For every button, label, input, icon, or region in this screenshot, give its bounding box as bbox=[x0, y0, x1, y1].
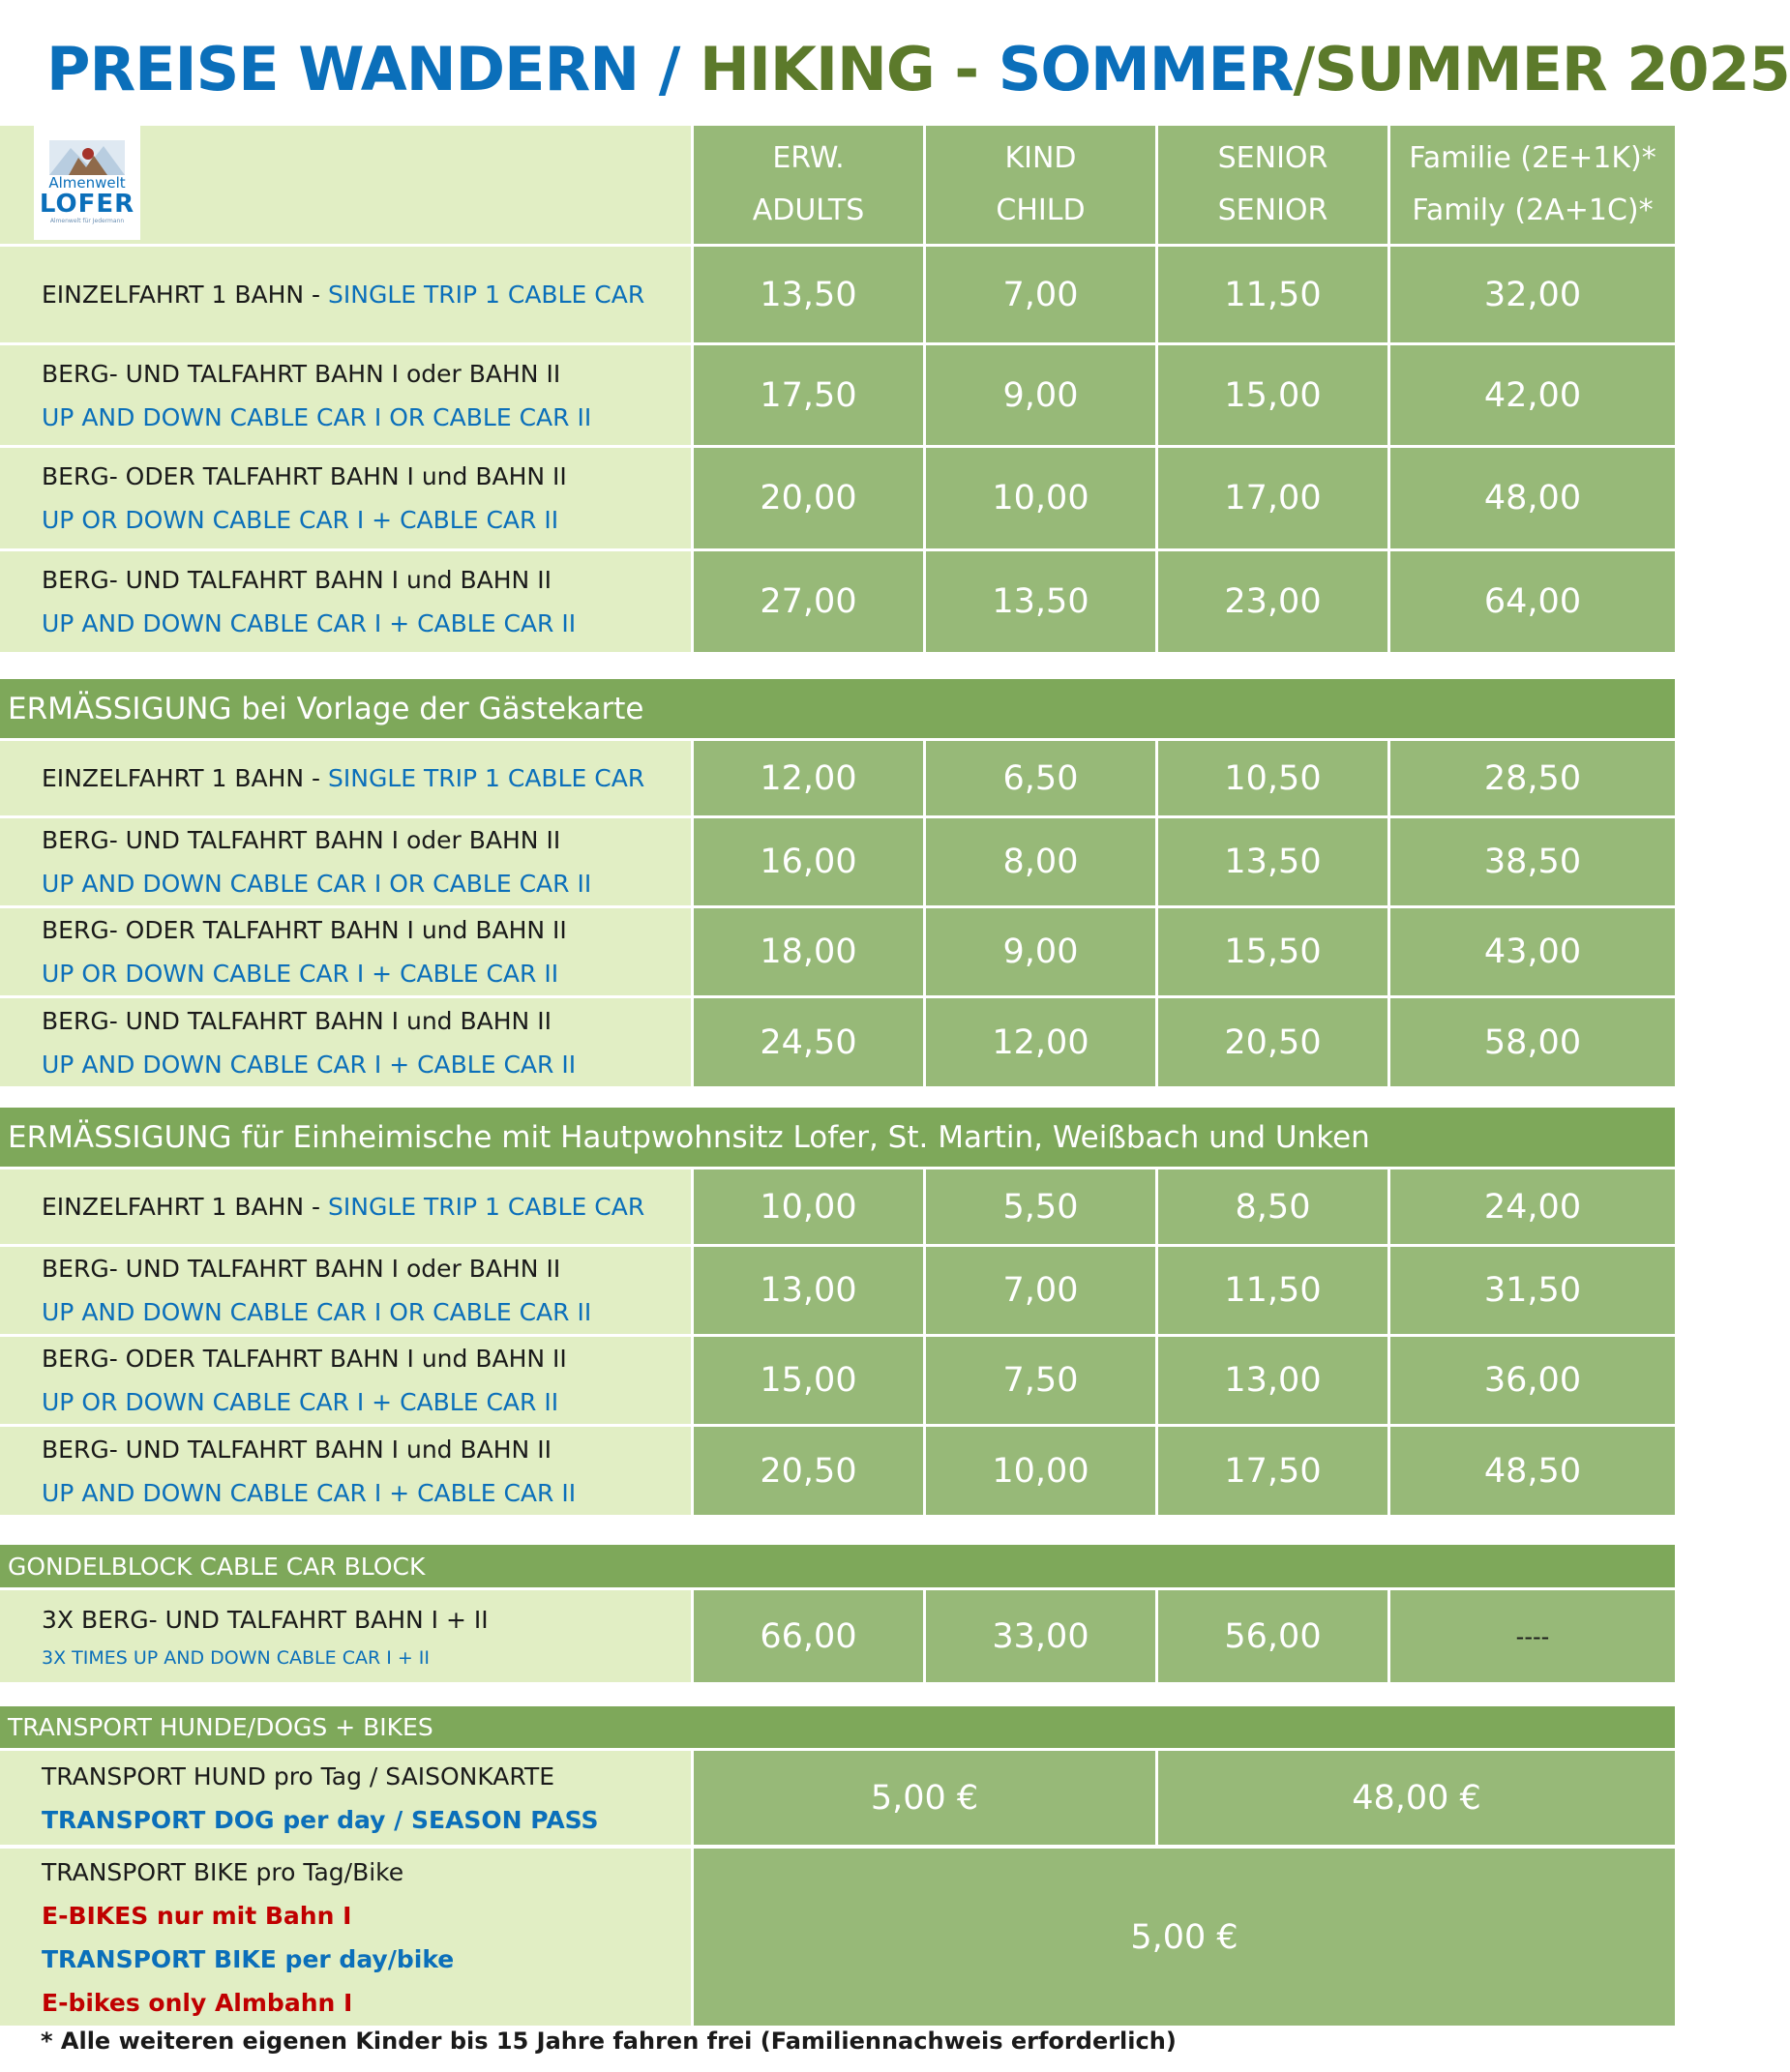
price-family: 38,50 bbox=[1390, 818, 1675, 905]
dog-day-price: 5,00 € bbox=[694, 1751, 1155, 1845]
price-row bbox=[0, 1427, 1675, 1515]
price-child: 6,50 bbox=[926, 741, 1155, 815]
price-row bbox=[0, 1590, 1675, 1682]
price-row bbox=[0, 448, 1675, 548]
header-child: KIND CHILD bbox=[926, 126, 1155, 244]
row-label: BERG- ODER TALFAHRT BAHN I und BAHN II UP OR DOWN CABLE CAR I + CABLE CAR II bbox=[34, 448, 691, 548]
price-family: 43,00 bbox=[1390, 908, 1675, 995]
mountain-logo-icon bbox=[49, 140, 125, 175]
price-family: 42,00 bbox=[1390, 345, 1675, 445]
price-adults: 18,00 bbox=[694, 908, 923, 995]
row-label: BERG- UND TALFAHRT BAHN I und BAHN II UP AND DOWN CABLE CAR I + CABLE CAR II bbox=[34, 998, 691, 1086]
price-child: 8,00 bbox=[926, 818, 1155, 905]
row-label: BERG- UND TALFAHRT BAHN I oder BAHN II UP AND DOWN CABLE CAR I OR CABLE CAR II bbox=[34, 1247, 691, 1334]
row-label: BERG- UND TALFAHRT BAHN I oder BAHN II UP AND DOWN CABLE CAR I OR CABLE CAR II bbox=[34, 345, 691, 445]
price-row bbox=[0, 1337, 1675, 1424]
price-row bbox=[0, 1169, 1675, 1244]
price-adults: 13,00 bbox=[694, 1247, 923, 1334]
price-row bbox=[0, 345, 1675, 445]
bike-price: 5,00 € bbox=[694, 1849, 1675, 2026]
header-family: Familie (2E+1K)* Family (2A+1C)* bbox=[1390, 126, 1675, 244]
row-label: BERG- UND TALFAHRT BAHN I und BAHN II UP AND DOWN CABLE CAR I + CABLE CAR II bbox=[34, 551, 691, 652]
price-family: 48,50 bbox=[1390, 1427, 1675, 1515]
price-row bbox=[0, 247, 1675, 342]
price-senior: 11,50 bbox=[1158, 247, 1387, 342]
dog-transport-row bbox=[0, 1751, 1675, 1845]
row-label: 3X BERG- UND TALFAHRT BAHN I + II 3X TIMES UP AND DOWN CABLE CAR I + II bbox=[34, 1590, 691, 1682]
title-part-2: HIKING - bbox=[699, 34, 999, 104]
price-row bbox=[0, 998, 1675, 1086]
title-part-4: /SUMMER 2025 bbox=[1293, 34, 1790, 104]
price-family: 24,00 bbox=[1390, 1169, 1675, 1244]
price-adults: 16,00 bbox=[694, 818, 923, 905]
row-label: BERG- UND TALFAHRT BAHN I oder BAHN II UP AND DOWN CABLE CAR I OR CABLE CAR II bbox=[34, 818, 691, 905]
row-label: EINZELFAHRT 1 BAHN - SINGLE TRIP 1 CABLE CAR bbox=[34, 247, 691, 342]
price-row bbox=[0, 741, 1675, 815]
logo-tagline: Almenwelt für Jedermann bbox=[49, 218, 125, 224]
price-family: 28,50 bbox=[1390, 741, 1675, 815]
price-family: 32,00 bbox=[1390, 247, 1675, 342]
price-adults: 24,50 bbox=[694, 998, 923, 1086]
page-title bbox=[46, 27, 1790, 112]
price-adults: 12,00 bbox=[694, 741, 923, 815]
price-senior: 8,50 bbox=[1158, 1169, 1387, 1244]
price-row bbox=[0, 908, 1675, 995]
locals-section-title: ERMÄSSIGUNG für Einheimische mit Hautpwohnsitz Lofer, St. Martin, Weißbach und Unken bbox=[0, 1108, 1675, 1167]
price-senior: 23,00 bbox=[1158, 551, 1387, 652]
price-senior: 17,00 bbox=[1158, 448, 1387, 548]
row-label: EINZELFAHRT 1 BAHN - SINGLE TRIP 1 CABLE CAR bbox=[34, 741, 691, 815]
price-senior: 56,00 bbox=[1158, 1590, 1387, 1682]
price-adults: 10,00 bbox=[694, 1169, 923, 1244]
price-child: 33,00 bbox=[926, 1590, 1155, 1682]
row-label: BERG- ODER TALFAHRT BAHN I und BAHN II UP OR DOWN CABLE CAR I + CABLE CAR II bbox=[34, 1337, 691, 1424]
logo-text-lofer: LOFER bbox=[39, 190, 135, 219]
price-senior: 13,00 bbox=[1158, 1337, 1387, 1424]
price-senior: 20,50 bbox=[1158, 998, 1387, 1086]
header-senior: SENIOR SENIOR bbox=[1158, 126, 1387, 244]
price-child: 10,00 bbox=[926, 448, 1155, 548]
price-child: 7,00 bbox=[926, 1247, 1155, 1334]
price-adults: 66,00 bbox=[694, 1590, 923, 1682]
price-child: 7,00 bbox=[926, 247, 1155, 342]
guest-card-section-title: ERMÄSSIGUNG bei Vorlage der Gästekarte bbox=[0, 679, 1675, 738]
price-child: 12,00 bbox=[926, 998, 1155, 1086]
row-label: EINZELFAHRT 1 BAHN - SINGLE TRIP 1 CABLE CAR bbox=[34, 1169, 691, 1244]
row-label: BERG- ODER TALFAHRT BAHN I und BAHN II UP OR DOWN CABLE CAR I + CABLE CAR II bbox=[34, 908, 691, 995]
price-adults: 17,50 bbox=[694, 345, 923, 445]
row-label: TRANSPORT HUND pro Tag / SAISONKARTE TRANSPORT DOG per day / SEASON PASS bbox=[34, 1751, 691, 1845]
price-senior: 13,50 bbox=[1158, 818, 1387, 905]
cable-car-block-section-title: GONDELBLOCK CABLE CAR BLOCK bbox=[0, 1545, 1675, 1587]
price-child: 13,50 bbox=[926, 551, 1155, 652]
price-senior: 17,50 bbox=[1158, 1427, 1387, 1515]
header-strip bbox=[0, 126, 34, 244]
header-adults: ERW. ADULTS bbox=[694, 126, 923, 244]
price-child: 10,00 bbox=[926, 1427, 1155, 1515]
price-adults: 27,00 bbox=[694, 551, 923, 652]
price-senior: 10,50 bbox=[1158, 741, 1387, 815]
header-row bbox=[0, 126, 1675, 244]
price-adults: 20,50 bbox=[694, 1427, 923, 1515]
price-family: 64,00 bbox=[1390, 551, 1675, 652]
price-family: 48,00 bbox=[1390, 448, 1675, 548]
bike-transport-row bbox=[0, 1849, 1675, 2026]
price-child: 9,00 bbox=[926, 908, 1155, 995]
transport-section-title: TRANSPORT HUNDE/DOGS + BIKES bbox=[0, 1706, 1675, 1748]
price-child: 5,50 bbox=[926, 1169, 1155, 1244]
price-row bbox=[0, 1247, 1675, 1334]
price-family: 58,00 bbox=[1390, 998, 1675, 1086]
price-row bbox=[0, 818, 1675, 905]
almenwelt-lofer-logo bbox=[34, 126, 140, 240]
price-family: 36,00 bbox=[1390, 1337, 1675, 1424]
price-family: ---- bbox=[1390, 1590, 1675, 1682]
price-adults: 20,00 bbox=[694, 448, 923, 548]
row-label: TRANSPORT BIKE pro Tag/Bike E-BIKES nur mit Bahn I TRANSPORT BIKE per day/bike E-bikes only Almbahn I bbox=[34, 1849, 691, 2026]
price-senior: 15,00 bbox=[1158, 345, 1387, 445]
price-child: 7,50 bbox=[926, 1337, 1155, 1424]
price-row bbox=[0, 551, 1675, 652]
price-family: 31,50 bbox=[1390, 1247, 1675, 1334]
dog-season-price: 48,00 € bbox=[1158, 1751, 1675, 1845]
logo-text-almenwelt: Almenwelt bbox=[48, 174, 126, 192]
title-part-3: SOMMER bbox=[998, 34, 1294, 104]
row-label: BERG- UND TALFAHRT BAHN I und BAHN II UP AND DOWN CABLE CAR I + CABLE CAR II bbox=[34, 1427, 691, 1515]
price-senior: 11,50 bbox=[1158, 1247, 1387, 1334]
title-part-1: PREISE WANDERN / bbox=[46, 34, 700, 104]
price-adults: 15,00 bbox=[694, 1337, 923, 1424]
price-child: 9,00 bbox=[926, 345, 1155, 445]
price-senior: 15,50 bbox=[1158, 908, 1387, 995]
price-adults: 13,50 bbox=[694, 247, 923, 342]
footnote: * Alle weiteren eigenen Kinder bis 15 Jahre fahren frei (Familiennachweis erforderlich) bbox=[41, 2028, 1177, 2055]
